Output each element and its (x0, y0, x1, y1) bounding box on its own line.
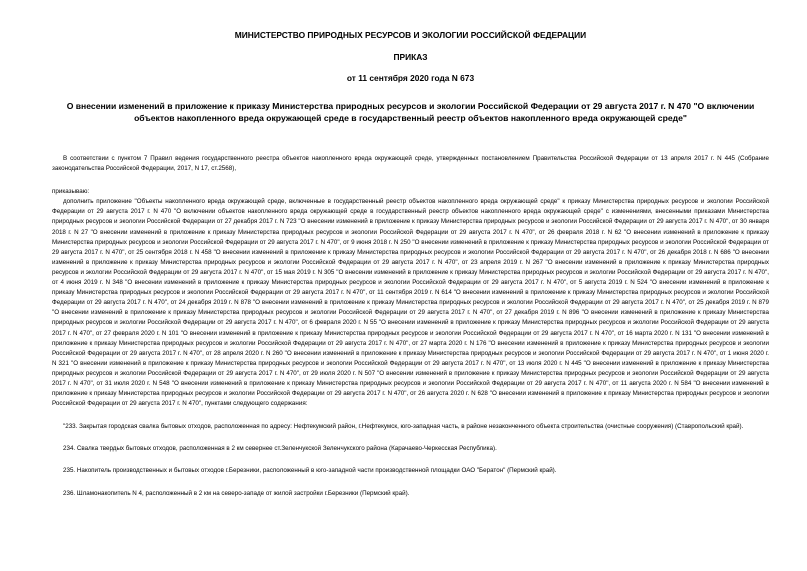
order-date: от 11 сентября 2020 года N 673 (346, 73, 475, 83)
list-item-236: 236. Шламонакопитель N 4, расположенный в 2 км на северо-западе от жилой застройки г.Березники (Пермский край). (63, 489, 410, 497)
main-prefix: дополнить (63, 198, 97, 206)
list-item-235: 235. Накопитель производственных и бытовых отходов г.Березники, расположенный в юго-западной части производственной площадки ОАО "Бератон" (Пермский край). (63, 467, 557, 475)
list-item-233: "233. Закрытая городская свалка бытовых отходов, расположенная по адресу: Нефтекумский район, г.Нефтекумск, юго-западная часть, в районе незаконченного объекта строительства (очистные сооружения) (Ставропольский край). (63, 423, 744, 431)
appendix-link[interactable]: приложение "Объекты накопленного вреда окружающей среде, включенные в государственный реестр объектов накопленного вреда окружающей среде" (96, 198, 560, 206)
main-paragraph (52, 197, 769, 409)
basis-prefix: В соответствии с (63, 155, 118, 162)
ministry-heading: МИНИСТЕРСТВО ПРИРОДНЫХ РЕСУРСОВ И ЭКОЛОГИИ РОССИЙСКОЙ ФЕДЕРАЦИИ (234, 30, 587, 40)
basis-suffix: (Собрание законодательства Российской Федерации, 2017, N 17, ст.2568), (52, 155, 770, 173)
rules-link[interactable]: пунктом 7 Правил ведения государственного реестра объектов накопленного вреда окружающей среде (117, 155, 432, 162)
basis-paragraph (52, 124, 769, 174)
document-title: О внесении изменений в приложение к приказу Министерства природных ресурсов и экологии Российской Федерации от 29 августа 2017 г. N 470 "О включении объектов накопленного вреда окружающей среде в государственный реестр объектов накопленного вреда окружающей среде" (66, 101, 755, 123)
government-decree-link[interactable]: постановлением Правительства Российской Федерации от 13 апреля 2017 г. N 445 (481, 155, 736, 162)
orders-label: приказываю: (52, 188, 90, 196)
order-label: ПРИКАЗ (393, 52, 428, 62)
basis-middle: , утвержденных (431, 155, 482, 162)
list-item-234: 234. Свалка твердых бытовых отходов, расположенная в 2 км севернее ст.Зеленчукской Зеленчукского района (Карачаево-Черкесская Республика). (63, 445, 497, 453)
main-text: к приказу Министерства природных ресурсов и экологии Российской Федерации от 29 августа 2017 г. N 470 "О включении объектов накопленного вреда окружающей среде в государственный реестр объектов накопленного вреда окружающей среде" с изменениями, внесенными приказами Министерства природных ресурсов и экологии Российской Федерации от 27 декабря 2017 г. N 723 "О внесении изменений в приложение к приказу Министерства природных ресурсов и экологии Российской Федерации от 29 августа 2017 г. N 470", от 30 января 2018 г. N 27 "О внесении изменений в приложение к приказу Министерства природных ресурсов и экологии Российской Федерации от 29 августа 2017 г. N 470", от 26 февраля 2018 г. N 62 "О внесении изменений в приложение к приказу Министерства природных ресурсов и экологии Российской Федерации от 29 августа 2017 г. N 470", от 9 июня 2018 г. N 250 "О внесении изменений в приложение к приказу Министерства природных ресурсов и экологии Российской Федерации от 29 августа 2017 г. N 470", от 25 сентября 2018 г. N 458 "О внесении изменений в приложение к приказу Министерства природных ресурсов и экологии Российской Федерации от 29 августа 2017 г. N 470", от 26 декабря 2018 г. N 686 "О внесении изменений в приложение к приказу Министерства природных ресурсов и экологии Российской Федерации от 29 августа 2017 г. N 470", от 23 апреля 2019 г. N 267 "О внесении изменений в приложение к приказу Министерства природных ресурсов и экологии Российской Федерации от 29 августа 2017 г. N 470", от 15 мая 2019 г. N 305 "О внесении изменений в приложение к приказу Министерства природных ресурсов и экологии Российской Федерации от 29 августа 2017 г. N 470", от 4 июня 2019 г. N 348 "О внесении изменений в приложение к приказу Министерства природных ресурсов и экологии Российской Федерации от 29 августа 2017 г. N 470", от 5 августа 2019 г. N 524 "О внесении изменений в приложение к приказу Министерства природных ресурсов и экологии Российской Федерации от 29 августа 2017 г. N 470", от 11 сентября 2019 г. N 614 "О внесении изменений в приложение к приказу Министерства природных ресурсов и экологии Российской Федерации от 29 августа 2017 г. N 470", от 24 декабря 2019 г. N 878 "О внесении изменений в приложение к приказу Министерства природных ресурсов и экологии Российской Федерации от 29 августа 2017 г. N 470", от 25 декабря 2019 г. N 879 "О внесении изменений в приложение к приказу Министерства природных ресурсов и экологии Российской Федерации от 29 августа 2017 г. N 470", от 27 декабря 2019 г. N 896 "О внесении изменений в приложение к приказу Министерства природных ресурсов и экологии Российской Федерации от 29 августа 2017 г. N 470", от 6 февраля 2020 г. N 55 "О внесении изменений в приложение к приказу Министерства природных ресурсов и экологии Российской Федерации от 29 августа 2017 г. N 470", от 27 февраля 2020 г. N 101 "О внесении изменений в приложение к приказу Министерства природных ресурсов и экологии Российской Федерации от 29 августа 2017 г. N 470", от 16 марта 2020 г. N 131 "О внесении изменений в приложение к приказу Министерства природных ресурсов и экологии Российской Федерации от 29 августа 2017 г. N 470", от 27 марта 2020 г. N 176 "О внесении изменений в приложение к приказу Министерства природных ресурсов и экологии Российской Федерации от 29 августа 2017 г. N 470", от 28 апреля 2020 г. N 260 "О внесении изменений в приложение к приказу Министерства природных ресурсов и экологии Российской Федерации от 29 августа 2017 г. N 470", от 1 июня 2020 г. N 321 "О внесении изменений в приложение к приказу Министерства природных ресурсов и экологии Российской Федерации от 29 августа 2017 г. N 470", от 13 июля 2020 г. N 445 "О внесении изменений в приложение к приказу Министерства природных ресурсов и экологии Российской Федерации от 29 августа 2017 г. N 470", от 29 июля 2020 г. N 507 "О внесении изменений в приложение к приказу Министерства природных ресурсов и экологии Российской Федерации от 29 августа 2017 г. N 470", от 31 июля 2020 г. N 548 "О внесении изменений в приложение к приказу Министерства природных ресурсов и экологии Российской Федерации от 29 августа 2017 г. N 470", от 11 августа 2020 г. N 584 "О внесении изменений в приложение к приказу Министерства природных ресурсов и экологии Российской Федерации от 29 августа 2017 г. N 470", от 26 августа 2020 г. N 628 "О внесении изменений в приложение к приказу Министерства природных ресурсов и экологии Российской Федерации от 29 августа 2017 г. N 470", пунктами следующего содержания: (52, 198, 769, 408)
